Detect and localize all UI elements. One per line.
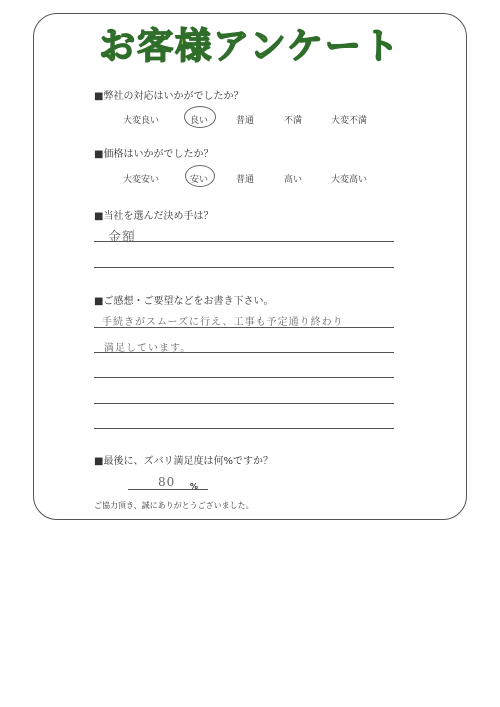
handwritten-answer-deciding-factor: 金額 (108, 230, 137, 245)
thank-you-note: ご協力頂き、誠にありがとうございました。 (94, 501, 254, 510)
selected-circle-mark (185, 165, 215, 187)
option-price-cheap[interactable]: 安い (190, 175, 209, 185)
answer-line (94, 403, 394, 404)
question-comments: ■ご感想・ご要望などをお書き下さい。 (94, 296, 274, 307)
answer-line (94, 428, 394, 429)
question-price: ■価格はいかがでしたか？ (94, 149, 214, 160)
option-service-unsatisfied[interactable]: 不満 (284, 116, 303, 126)
handwritten-satisfaction-value: 80 (158, 475, 176, 489)
option-price-very-cheap[interactable]: 大変安い (123, 175, 160, 185)
question-satisfaction: ■最後に、ズバリ満足度は何%ですか？ (94, 456, 273, 467)
answer-line (94, 327, 394, 328)
answer-line (94, 241, 394, 242)
answer-line (94, 267, 394, 268)
answer-line (94, 352, 394, 353)
handwritten-comment-line-2: 満足しています。 (104, 343, 192, 354)
option-service-very-unsatisfied[interactable]: 大変不満 (331, 116, 368, 126)
option-price-normal[interactable]: 普通 (236, 175, 255, 185)
survey-title: お客様アンケート (99, 26, 401, 67)
question-service: ■弊社の対応はいかがでしたか？ (94, 91, 244, 102)
question-deciding-factor: ■当社を選んだ決め手は？ (94, 211, 214, 222)
option-service-normal[interactable]: 普通 (236, 116, 255, 126)
answer-line (94, 377, 394, 378)
option-price-very-high[interactable]: 大変高い (331, 175, 368, 185)
option-service-good[interactable]: 良い (190, 116, 209, 126)
percent-unit: % (190, 482, 199, 491)
option-price-high[interactable]: 高い (284, 175, 303, 185)
selected-circle-mark (184, 106, 216, 128)
handwritten-comment-line-1: 手続きがスムーズに行え、工事も予定通り終わり (102, 317, 344, 328)
option-service-very-good[interactable]: 大変良い (123, 116, 160, 126)
